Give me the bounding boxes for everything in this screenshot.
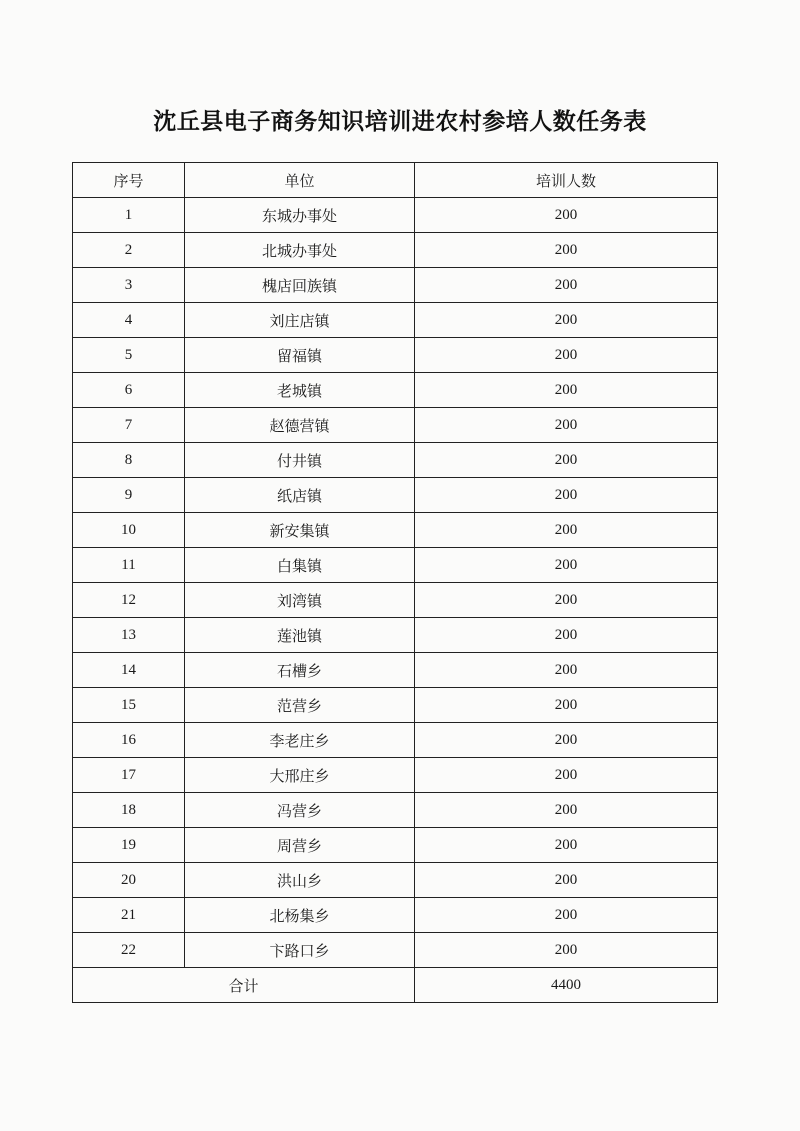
row-unit: 新安集镇: [185, 513, 415, 548]
row-number: 17: [73, 758, 185, 793]
table-row: [73, 268, 718, 303]
table-row: [73, 478, 718, 513]
table-row: [73, 793, 718, 828]
table-row: [73, 758, 718, 793]
row-number: 22: [73, 933, 185, 968]
row-number: 20: [73, 863, 185, 898]
document-title: 沈丘县电子商务知识培训进农村参培人数任务表: [153, 109, 647, 135]
table-row: [73, 198, 718, 233]
row-count: 200: [415, 443, 718, 478]
table-row: [73, 408, 718, 443]
total-count: 4400: [415, 968, 718, 1003]
row-count: 200: [415, 268, 718, 303]
table-row: [73, 303, 718, 338]
table-row: [73, 338, 718, 373]
row-count: 200: [415, 233, 718, 268]
row-count: 200: [415, 863, 718, 898]
table-row: [73, 723, 718, 758]
row-count: 200: [415, 338, 718, 373]
row-count: 200: [415, 723, 718, 758]
row-number: 7: [73, 408, 185, 443]
row-unit: 周营乡: [185, 828, 415, 863]
row-count: 200: [415, 828, 718, 863]
row-unit: 石槽乡: [185, 653, 415, 688]
header-unit: 单位: [185, 163, 415, 198]
row-unit: 北杨集乡: [185, 898, 415, 933]
table-row: [73, 513, 718, 548]
table-row: [73, 443, 718, 478]
table-header-row: [73, 163, 718, 198]
table-body: [73, 198, 718, 968]
row-count: 200: [415, 373, 718, 408]
task-table: [72, 162, 718, 1003]
total-row: [73, 968, 718, 1003]
row-unit: 大邢庄乡: [185, 758, 415, 793]
table-row: [73, 583, 718, 618]
row-count: 200: [415, 303, 718, 338]
row-count: 200: [415, 583, 718, 618]
row-number: 4: [73, 303, 185, 338]
header-no: 序号: [73, 163, 185, 198]
row-unit: 洪山乡: [185, 863, 415, 898]
table-row: [73, 688, 718, 723]
row-count: 200: [415, 513, 718, 548]
row-count: 200: [415, 793, 718, 828]
table-row: [73, 653, 718, 688]
row-count: 200: [415, 933, 718, 968]
row-unit: 东城办事处: [185, 198, 415, 233]
row-count: 200: [415, 758, 718, 793]
row-number: 6: [73, 373, 185, 408]
row-number: 13: [73, 618, 185, 653]
row-unit: 莲池镇: [185, 618, 415, 653]
row-number: 12: [73, 583, 185, 618]
table-row: [73, 898, 718, 933]
row-unit: 北城办事处: [185, 233, 415, 268]
row-number: 5: [73, 338, 185, 373]
row-unit: 老城镇: [185, 373, 415, 408]
row-number: 8: [73, 443, 185, 478]
table-row: [73, 863, 718, 898]
row-unit: 付井镇: [185, 443, 415, 478]
row-unit: 李老庄乡: [185, 723, 415, 758]
row-number: 11: [73, 548, 185, 583]
table-row: [73, 828, 718, 863]
row-number: 9: [73, 478, 185, 513]
row-number: 15: [73, 688, 185, 723]
row-number: 14: [73, 653, 185, 688]
row-count: 200: [415, 653, 718, 688]
row-unit: 卞路口乡: [185, 933, 415, 968]
row-number: 10: [73, 513, 185, 548]
header-count: 培训人数: [415, 163, 718, 198]
table-row: [73, 548, 718, 583]
table-row: [73, 618, 718, 653]
row-count: 200: [415, 548, 718, 583]
table-row: [73, 373, 718, 408]
row-number: 18: [73, 793, 185, 828]
row-unit: 冯营乡: [185, 793, 415, 828]
row-number: 1: [73, 198, 185, 233]
table-row: [73, 933, 718, 968]
row-count: 200: [415, 408, 718, 443]
row-unit: 范营乡: [185, 688, 415, 723]
row-count: 200: [415, 478, 718, 513]
row-number: 19: [73, 828, 185, 863]
row-count: 200: [415, 898, 718, 933]
total-label: 合计: [73, 968, 415, 1003]
row-unit: 槐店回族镇: [185, 268, 415, 303]
row-number: 3: [73, 268, 185, 303]
row-count: 200: [415, 618, 718, 653]
row-unit: 纸店镇: [185, 478, 415, 513]
row-unit: 留福镇: [185, 338, 415, 373]
row-number: 16: [73, 723, 185, 758]
row-number: 21: [73, 898, 185, 933]
row-unit: 刘湾镇: [185, 583, 415, 618]
table-row: [73, 233, 718, 268]
row-number: 2: [73, 233, 185, 268]
row-unit: 白集镇: [185, 548, 415, 583]
row-count: 200: [415, 198, 718, 233]
row-count: 200: [415, 688, 718, 723]
row-unit: 刘庄店镇: [185, 303, 415, 338]
row-unit: 赵德营镇: [185, 408, 415, 443]
